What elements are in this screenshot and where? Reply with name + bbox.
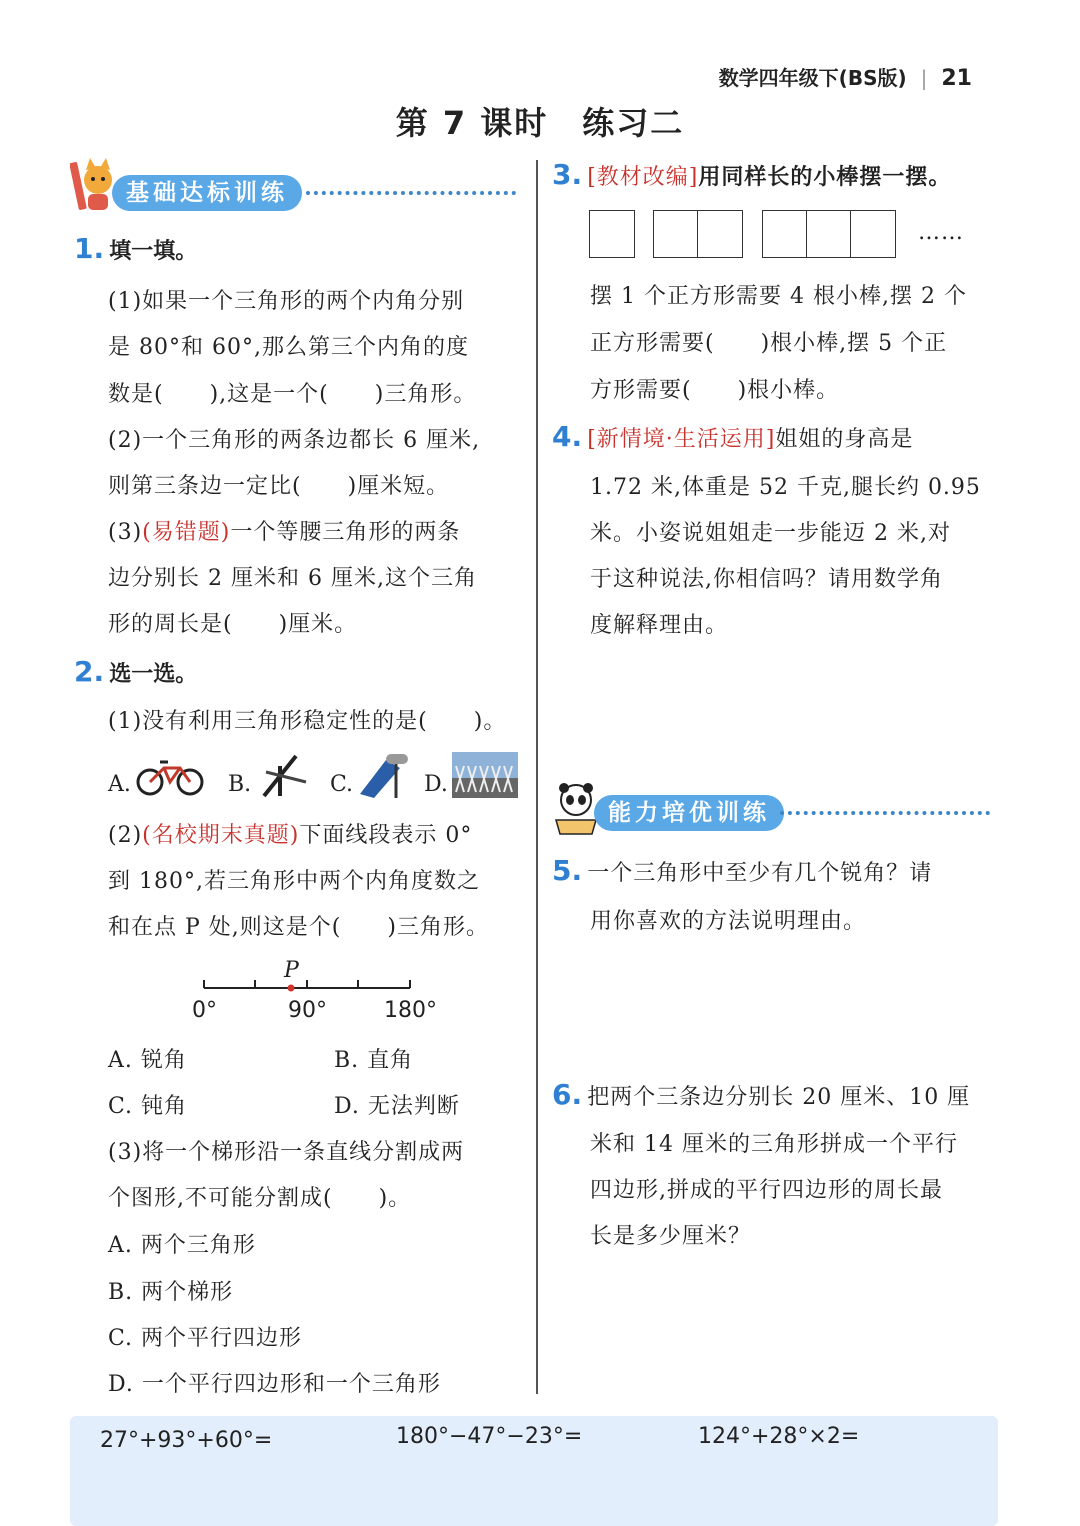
text-line: 个图形,不可能分割成( )。: [108, 1186, 412, 1211]
text-line: 1.72 米,体重是 52 千克,腿长约 0.95: [590, 475, 981, 500]
text-line: 到 180°,若三角形中两个内角度数之: [108, 869, 480, 894]
text-line: 摆 1 个正方形需要 4 根小棒,摆 2 个: [590, 284, 967, 309]
question-title: 填一填。: [109, 239, 198, 264]
text-line: (3)将一个梯形沿一条直线分割成两: [108, 1140, 465, 1165]
question-title: 姐姐的身高是: [775, 427, 914, 452]
question-1-header: [74, 232, 197, 265]
text-line: 长是多少厘米？: [590, 1224, 752, 1249]
question-6-header: [552, 1078, 970, 1111]
option-a-label: A.: [108, 772, 131, 797]
tag-new-context: [新情境·生活运用]: [587, 427, 776, 452]
text-line: 和在点 P 处,则这是个( )三角形。: [108, 915, 489, 940]
text-line: 方形需要( )根小棒。: [590, 378, 840, 403]
text-line: 边分别长 2 厘米和 6 厘米,这个三角: [108, 566, 477, 591]
text-line: (2)一个三角形的两条边都长 6 厘米,: [108, 428, 481, 453]
question-4-header: [552, 420, 913, 453]
square-figure-2a: [653, 210, 699, 258]
question-number: 4.: [552, 420, 583, 453]
text-line: 于这种说法,你相信吗？请用数学角: [590, 567, 943, 592]
text-line: 是 80°和 60°,那么第三个内角的度: [108, 335, 469, 360]
text-line: 米。小姿说姐姐走一步能迈 2 米,对: [590, 521, 951, 546]
text-line: 把两个三条边分别长 20 厘米、10 厘: [587, 1085, 971, 1110]
choice-option: B. 直角: [334, 1048, 414, 1073]
page-number: 21: [941, 66, 972, 91]
text-line: 数是( ),这是一个( )三角形。: [108, 382, 477, 407]
text-line: 四边形,拼成的平行四边形的周长最: [590, 1178, 943, 1203]
support-frame-icon: [256, 752, 312, 800]
question-number: 2.: [74, 655, 105, 688]
question-5-header: [552, 854, 932, 887]
banner-dotted-line: [306, 191, 516, 195]
tick-label: 0°: [192, 998, 217, 1023]
banner-dotted-line: [780, 811, 990, 815]
text-line: 一个三角形中至少有几个锐角？请: [587, 861, 933, 886]
text-line: 则第三条边一定比( )厘米短。: [108, 474, 450, 499]
lesson-number: 第 7 课时: [395, 104, 549, 142]
section-banner-basic: 基础达标训练: [112, 175, 302, 211]
choice-option: B. 两个梯形: [108, 1280, 234, 1305]
tag-school-exam: (名校期末真题): [142, 823, 300, 848]
choice-option: C. 两个平行四边形: [108, 1326, 303, 1351]
tick-label: 180°: [384, 998, 437, 1023]
text-line: 米和 14 厘米的三角形拼成一个平行: [590, 1132, 958, 1157]
choice-option: D. 无法判断: [334, 1094, 460, 1119]
choice-option: A. 两个三角形: [108, 1233, 256, 1258]
page-header: [719, 62, 972, 91]
text-line: (2)(名校期末真题)下面线段表示 0°: [108, 823, 473, 848]
tag-textbook-adapted: [教材改编]: [587, 165, 699, 190]
question-3-header: [552, 158, 951, 191]
square-figure-3a: [762, 210, 808, 258]
bicycle-icon: [136, 754, 204, 798]
text-line: (1)如果一个三角形的两个内角分别: [108, 289, 465, 314]
point-p-label: P: [284, 958, 299, 983]
tick-label: 90°: [288, 998, 327, 1023]
text-line: 形的周长是( )厘米。: [108, 612, 358, 637]
lesson-name: 练习二: [582, 104, 685, 142]
square-figure-3b: [806, 210, 852, 258]
choice-option: D. 一个平行四边形和一个三角形: [108, 1372, 441, 1397]
calc-item: 180°−47°−23°=: [396, 1424, 583, 1449]
option-c-label: C.: [330, 772, 354, 797]
text-line: (3)(易错题)一个等腰三角形的两条: [108, 520, 461, 545]
question-2-header: [74, 655, 197, 688]
option-d-label: D.: [424, 772, 448, 797]
point-p-marker: [288, 985, 295, 992]
question-number: 5.: [552, 854, 583, 887]
retractable-gate-icon: [452, 752, 518, 798]
text-line: (1)没有利用三角形稳定性的是( )。: [108, 709, 507, 734]
text-line: 用你喜欢的方法说明理由。: [590, 909, 867, 934]
choice-option: C. 钝角: [108, 1094, 188, 1119]
calc-item: 124°+28°×2=: [698, 1424, 860, 1449]
header-separator: |: [920, 66, 928, 90]
tag-easy-mistake: (易错题): [142, 520, 231, 545]
text-line: 正方形需要( )根小棒,摆 5 个正: [590, 331, 948, 356]
column-divider: [536, 160, 538, 1394]
question-title: 用同样长的小棒摆一摆。: [698, 165, 952, 190]
square-figure-2b: [697, 210, 743, 258]
calc-item: 27°+93°+60°=: [100, 1428, 273, 1453]
question-number: 3.: [552, 158, 583, 191]
book-title: 数学四年级下(BS版): [718, 66, 907, 90]
text-line: 度解释理由。: [590, 613, 729, 638]
choice-option: A. 锐角: [108, 1048, 187, 1073]
cat-pencil-mascot-icon: [70, 154, 118, 214]
lesson-title: [0, 98, 1080, 144]
square-figure-3c: [850, 210, 896, 258]
section-banner-advanced: 能力培优训练: [594, 795, 784, 831]
ellipsis: ……: [918, 220, 964, 245]
question-number: 1.: [74, 232, 105, 265]
option-b-label: B.: [228, 772, 252, 797]
square-figure-1: [589, 210, 635, 258]
question-number: 6.: [552, 1078, 583, 1111]
solar-water-heater-icon: [356, 750, 412, 800]
question-title: 选一选。: [109, 662, 198, 687]
